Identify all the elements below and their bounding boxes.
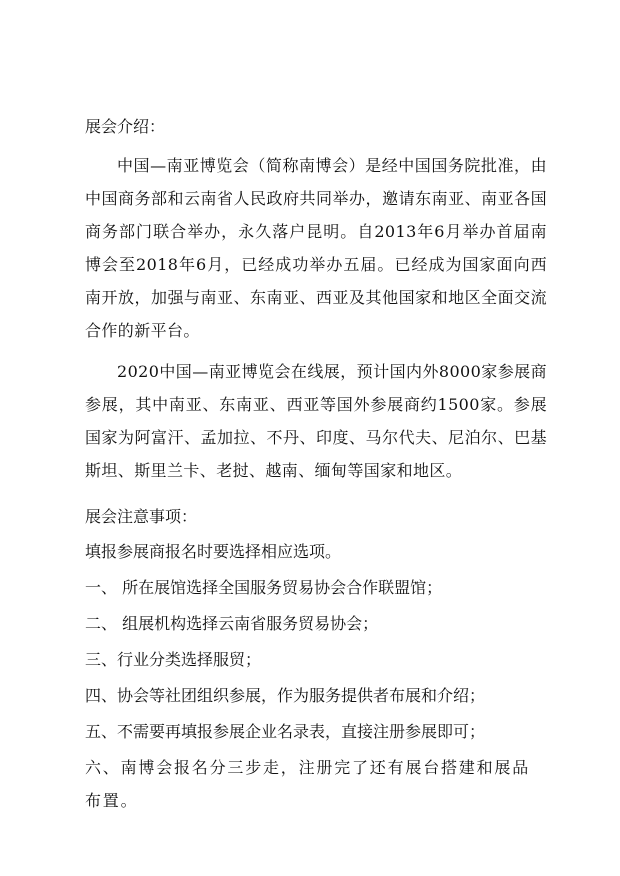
list-item: 五、不需要再填报参展企业名录表，直接注册参展即可； [85, 722, 486, 741]
notes-lead: 填报参展商报名时要选择相应选项。 [85, 542, 342, 561]
intro-section [85, 110, 547, 487]
list-item: 六、南博会报名分三步走，注册完了还有展台搭建和展品布置。 [85, 758, 531, 810]
notes-list [85, 571, 547, 817]
intro-heading: 展会介绍： [85, 117, 166, 136]
list-item: 一、 所在展馆选择全国服务贸易协会合作联盟馆； [85, 578, 443, 597]
intro-paragraph-1: 中国—南亚博览会（简称南博会）是经中国国务院批准，由中国商务部和云南省人民政府共同举办，邀请东南亚、南亚各国商务部门联合举办，永久落户昆明。自2013年6月举办首届南博会至2018年6月，已经成功举办五届。已经成为国家面向西南开放，加强与南亚、东南亚、西亚及其他国家和地区全面交流合作的新平台。 [85, 156, 547, 340]
notes-section [85, 500, 547, 817]
list-item: 四、协会等社团组织参展，作为服务提供者布展和介绍； [85, 686, 486, 705]
list-item: 二、 组展机构选择云南省服务贸易协会； [85, 614, 379, 633]
intro-paragraph-2: 2020中国—南亚博览会在线展，预计国内外8000家参展商参展，其中南亚、东南亚、西亚等国外参展商约1500家。参展国家为阿富汗、孟加拉、不丹、印度、马尔代夫、尼泊尔、巴基斯坦、斯里兰卡、老挝、越南、缅甸等国家和地区。 [85, 362, 547, 480]
list-item: 三、行业分类选择服贸； [85, 650, 262, 669]
intro-body [85, 149, 547, 487]
notes-heading: 展会注意事项： [85, 507, 198, 526]
